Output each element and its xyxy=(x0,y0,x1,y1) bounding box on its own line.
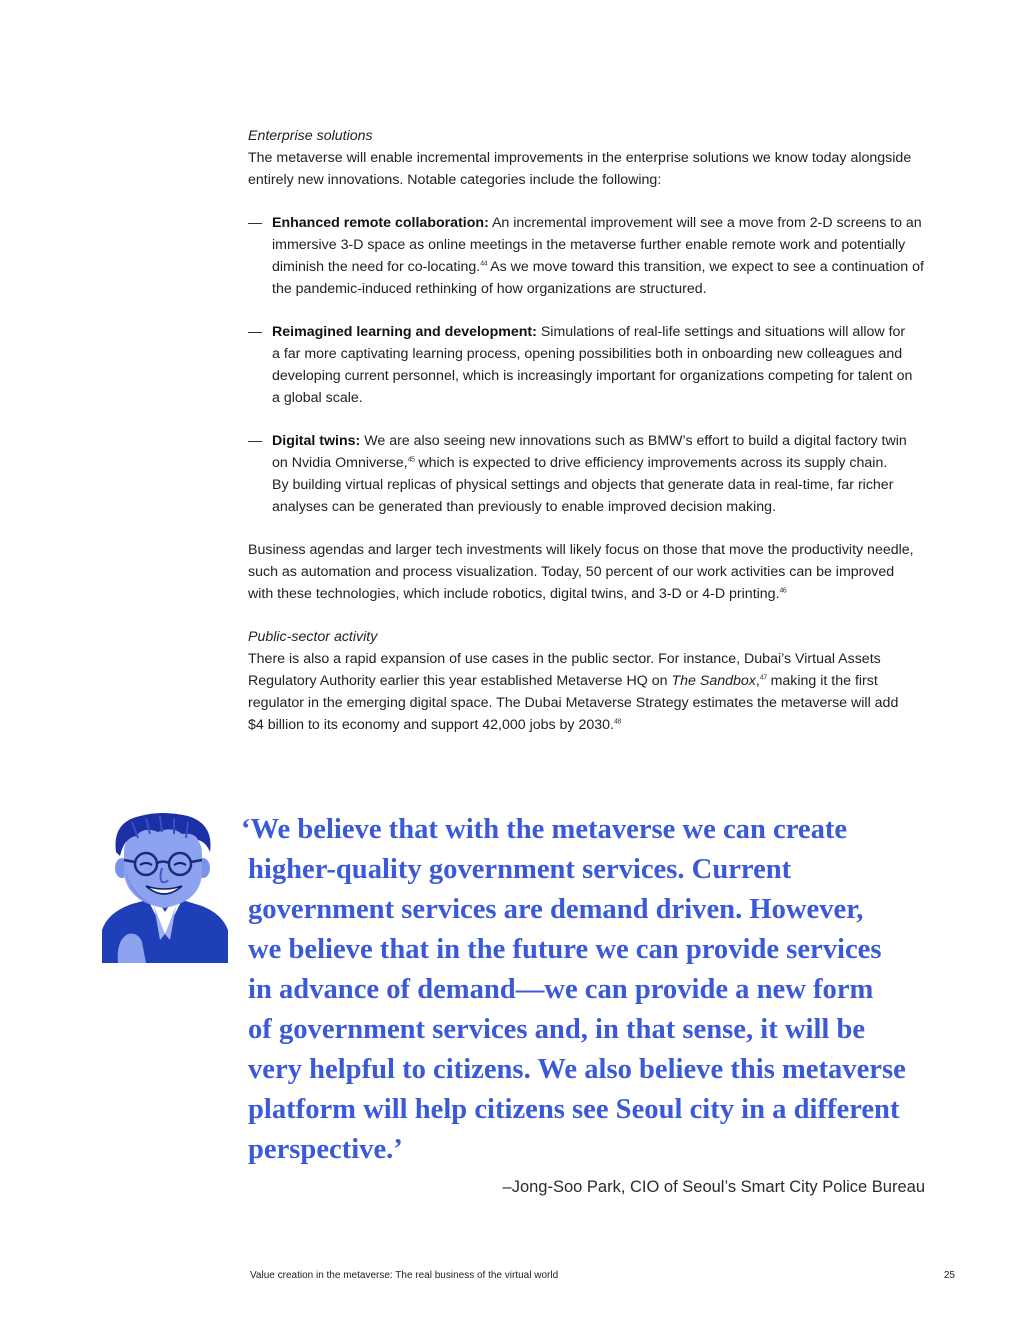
bullet-title: Reimagined learning and development: xyxy=(272,324,537,341)
page-number: 25 xyxy=(943,1270,955,1281)
enterprise-intro-line-2: entirely new innovations. Notable categories include the following: xyxy=(248,171,662,188)
quote-line: we believe that in the future we can provide services xyxy=(248,934,882,965)
footer-title: Value creation in the metaverse: The real business of the virtual world xyxy=(250,1270,559,1281)
bullet-dash: — xyxy=(248,433,263,450)
enterprise-intro-line-1: The metaverse will enable incremental improvements in the enterprise solutions we know today alongside xyxy=(248,149,912,166)
endnote-marker: 47 xyxy=(759,674,767,682)
page-footer xyxy=(250,1270,955,1281)
bullet-remote-collaboration: — Enhanced remote collaboration: An incremental improvement will see a move from 2-D screens to an immersive 3-D space as online meetings in the metaverse further enable remote work and potentially diminish the need for co-locating.$^{44}$ As we move toward this transition, we expect to see a continuation of the pandemic-induced rethinking of how organizations are structured. xyxy=(248,215,924,297)
bullet-title: Enhanced remote collaboration: xyxy=(272,215,489,232)
body-text-column xyxy=(248,126,960,736)
bullet-dash: — xyxy=(248,324,263,341)
portrait-illustration xyxy=(102,812,228,963)
section-heading-public-sector: Public-sector activity xyxy=(248,629,378,646)
quote-line: ‘We believe that with the metaverse we can create xyxy=(241,814,848,845)
quote-attribution: –Jong-Soo Park, CIO of Seoul’s Smart City Police Bureau xyxy=(502,1178,925,1196)
quote-line: very helpful to citizens. We also believe this metaverse xyxy=(248,1054,906,1085)
business-agendas-paragraph: Business agendas and larger tech investments will likely focus on those that move the productivity needle, such as automation and process visualization. Today, 50 percent of our work activities can be improved with these technologies, which include robotics, digital twins, and 3-D or 4-D printing.$^{46}$ xyxy=(248,542,914,602)
endnote-marker: 48 xyxy=(613,717,621,725)
pull-quote xyxy=(241,810,981,1170)
bullet-learning-development: — Reimagined learning and development: Simulations of real-life settings and situations will allow for a far more captivating learning process, opening possibilities both in onboarding new colleagues and developing current personnel, which is increasingly important for organizations competing for talent on a global scale. xyxy=(248,324,913,406)
quote-line: government services are demand driven. However, xyxy=(248,894,864,925)
quote-line: higher-quality government services. Current xyxy=(248,854,792,885)
section-heading-enterprise: Enterprise solutions xyxy=(248,128,373,144)
quote-line: perspective.’ xyxy=(248,1134,403,1165)
enterprise-intro xyxy=(248,148,960,192)
quote-line: platform will help citizens see Seoul city in a different xyxy=(248,1094,900,1125)
endnote-marker: 45 xyxy=(407,456,415,464)
bullet-dash: — xyxy=(248,215,263,232)
endnote-marker: 44 xyxy=(480,260,487,268)
bullet-digital-twins: — Digital twins: We are also seeing new innovations such as BMW’s effort to build a digital factory twin on Nvidia Omniverse,$^{45}$ which is expected to drive efficiency improvements across its supply chain. By building virtual replicas of physical settings and objects that generate data in real-time, far richer analyses can be generated than previously to enable improved decision making. xyxy=(248,433,907,515)
bullet-title: Digital twins: xyxy=(272,433,361,450)
quote-line: of government services and, in that sense, it will be xyxy=(248,1014,866,1045)
public-sector-paragraph: There is also a rapid expansion of use cases in the public sector. For instance, Dubai’s Virtual Assets Regulatory Authority earlier this year established Metaverse HQ on The Sandbox,$^{47}$ making it the first regulator in the emerging digital space. The Dubai Metaverse Strategy estimates the metaverse will add $4 billion to its economy and support 42,000 jobs by 2030.48 xyxy=(248,651,899,733)
sandbox-title: The Sandbox xyxy=(671,672,756,689)
quote-line: in advance of demand—we can provide a new form xyxy=(248,974,874,1005)
endnote-marker: 46 xyxy=(779,587,787,594)
